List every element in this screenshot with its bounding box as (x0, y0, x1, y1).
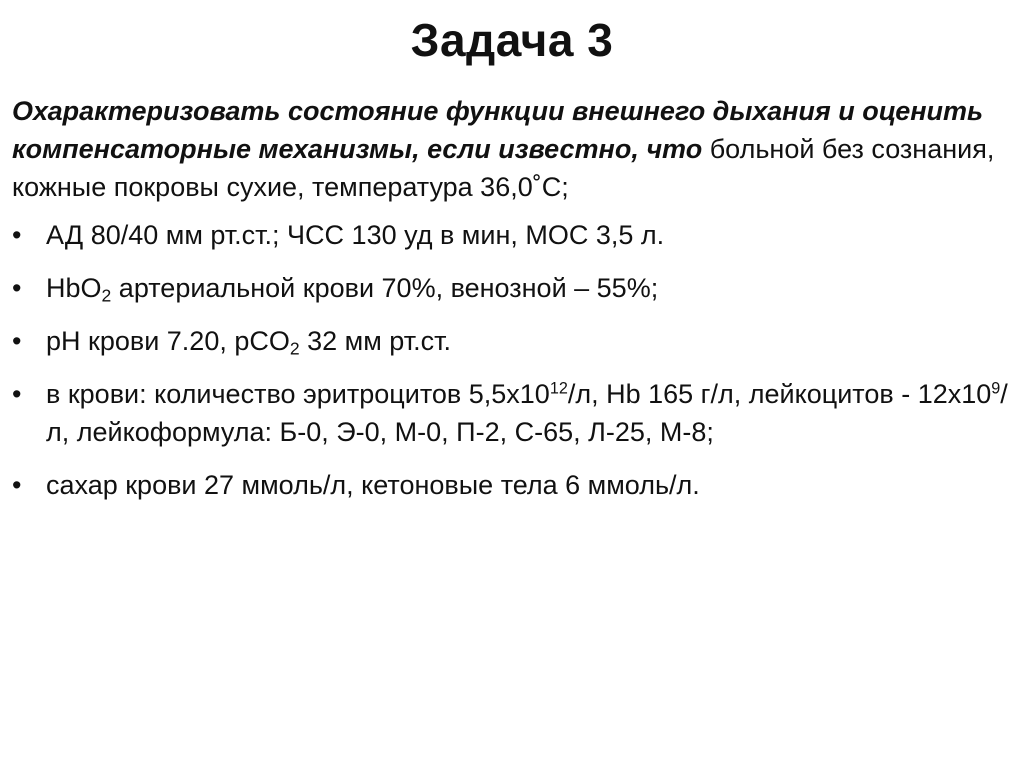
list-item-hbo2 (12, 269, 1012, 307)
task-intro (12, 92, 1012, 206)
superscript: 12 (549, 379, 568, 398)
bullet-icon: • (12, 273, 22, 303)
subscript: 2 (101, 285, 112, 306)
list-item-text (46, 379, 1008, 447)
text-part: /л, лейкоформула: Б-0, Э-0, М-0, П-2, С-65, Л-25, М-8; (46, 379, 1008, 447)
text-part: в крови: количество эритроцитов 5,5х10 (46, 379, 550, 409)
text-part: артериальной крови 70%, венозной – 55%; (111, 273, 659, 303)
list-item-text: АД 80/40 мм рт.ст.; ЧСС 130 уд в мин, МОС 3,5 л. (46, 220, 665, 250)
bullet-icon: • (12, 326, 22, 356)
list-item-blood-counts (12, 375, 1012, 451)
task-intro-rest: больной без сознания, кожные покровы сухие, температура 36,0˚С; (12, 134, 995, 202)
superscript: 9 (991, 379, 1001, 398)
bullet-icon: • (12, 470, 22, 500)
bullet-icon: • (12, 220, 22, 250)
list-item-blood-sugar (12, 466, 1012, 504)
list-item-text (46, 326, 451, 359)
text-part: HbO (46, 273, 102, 303)
task-intro-emphasis: Охарактеризовать состояние функции внешнего дыхания и оценить компенсаторные механизмы, если известно, что (12, 96, 984, 164)
bullet-icon: • (12, 379, 22, 409)
findings-list (12, 216, 1012, 504)
list-item-blood-pressure (12, 216, 1012, 254)
slide-title: Задача 3 (410, 14, 614, 66)
text-part: 32 мм рт.ст. (299, 326, 451, 356)
slide-content (12, 92, 1012, 519)
list-item-ph (12, 322, 1012, 360)
text-part: pH крови 7.20, pCO (46, 326, 290, 356)
subscript: 2 (289, 338, 300, 359)
list-item-text (46, 273, 659, 306)
list-item-text: сахар крови 27 ммоль/л, кетоновые тела 6 ммоль/л. (46, 470, 700, 500)
text-part: /л, Hb 165 г/л, лейкоцитов - 12х10 (567, 379, 992, 409)
